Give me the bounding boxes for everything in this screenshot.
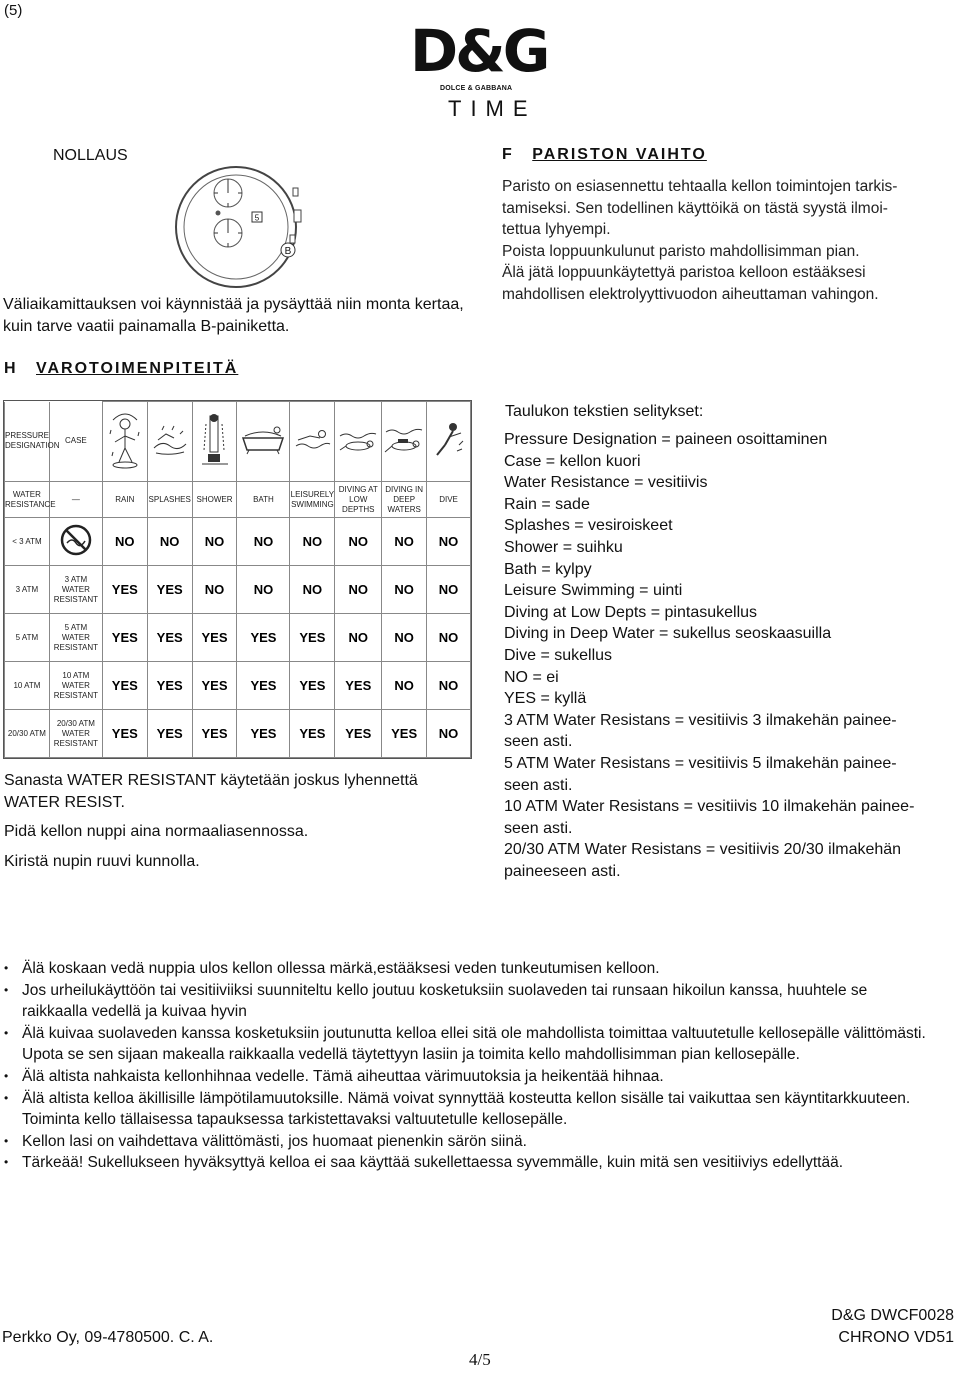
row-value: NO [102,518,147,566]
model-name: CHRONO VD51 [838,1328,954,1346]
nollaus-text: Väliaikamittauksen voi käynnistää ja pysäyttää niin monta kertaa, kuin tarve vaatii painamalla B-painiketta. [3,296,464,335]
row-pressure: < 3 ATM [5,518,50,566]
list-item: • Älä altista nahkaista kellonhihnaa vedelle. Tämä aiheuttaa värimuutoksia ja heikentää hihnaa. [0,1066,955,1088]
row-case: 5 ATM WATER RESISTANT [49,614,102,662]
legend-line: seen asti. [504,733,573,751]
row-case: 3 ATM WATER RESISTANT [49,566,102,614]
table-row [5,566,471,614]
row-value: YES [237,662,290,710]
legend-line: 10 ATM Water Resistans = vesitiivis 10 ilmakehän painee- [504,798,915,816]
header-dive: DIVE [427,482,471,518]
row-pressure: 20/30 ATM [5,710,50,758]
legend-line: Water Resistance = vesitiivis [504,474,708,492]
row-value: YES [147,566,192,614]
splashes-icon [147,402,192,482]
row-value: NO [290,518,335,566]
footer-company: Perkko Oy, 09-4780500. C. A. [2,1329,214,1346]
page-label: (5) [4,2,23,19]
row-value: YES [237,710,290,758]
watch-button-label: B [284,246,292,257]
header-dash: — [49,482,102,518]
legend-line: Dive = sukellus [504,646,613,664]
legend-line: seen asti. [504,776,573,794]
row-value: NO [427,566,471,614]
row-value: NO [237,518,290,566]
header-shower: SHOWER [192,482,237,518]
section-f-body [502,176,957,305]
header-bath: BATH [237,482,290,518]
section-f-line: tettua lyhyempi. [502,221,611,238]
row-value: NO [427,518,471,566]
row-value: NO [382,566,427,614]
row-value: NO [382,662,427,710]
row-value: YES [290,614,335,662]
row-value: NO [237,566,290,614]
row-value: YES [102,710,147,758]
legend-line: Splashes = vesiroiskeet [504,517,673,535]
section-h-heading [4,360,238,378]
row-pressure: 10 ATM [5,662,50,710]
list-item: • Jos urheilukäyttöön tai vesitiiviiksi suunniteltu kello joutuu kosketuksiin suolaveden tai runsaan hikoilun kanssa, huuhtele se raikkaalla vedellä ja kuivaa hyvin [0,980,955,1023]
row-case: 10 ATM WATER RESISTANT [49,662,102,710]
water-resist-note: Sanasta WATER RESISTANT käytetään joskus lyhennettä WATER RESIST. [4,772,418,811]
section-h-letter: H [4,360,18,377]
watch-date-window: 5 [254,213,260,223]
legend-line: 5 ATM Water Resistans = vesitiivis 5 ilmakehän painee- [504,754,897,772]
dg-time-logo [410,17,560,122]
list-item: • Tärkeää! Sukellukseen hyväksyttyä kelloa ei saa käyttää sukellettaessa syvemmälle, kuin mitä sen vesitiiviys edellyttää. [0,1152,955,1174]
header-case: CASE [49,402,102,482]
diving-low-icon [335,402,382,482]
row-pressure: 3 ATM [5,566,50,614]
precautions-list [0,958,955,1174]
row-value: NO [427,710,471,758]
section-f-line: Paristo on esiasennettu tehtaalla kellon toimintojen tarkis- [502,178,898,195]
row-value: YES [192,614,237,662]
row-value: YES [237,614,290,662]
row-value: YES [147,662,192,710]
legend-line: seen asti. [504,819,573,837]
no-water-icon [49,518,102,566]
section-f-letter: F [502,146,514,163]
header-leisurely-swimming: LEISURELY SWIMMING [290,482,335,518]
logo-time: TIME [448,96,537,121]
chronograph-watch-illustration [170,155,315,305]
header-diving-low-depths: DIVING AT LOW DEPTHS [335,482,382,518]
diving-deep-icon [382,402,427,482]
legend-list [504,429,959,882]
water-resistance-table [3,400,472,759]
section-f-line: Poista loppuunkulunut paristo mahdollisimman pian. [502,242,860,260]
row-value: NO [427,614,471,662]
section-h-title: VAROTOIMENPITEITÄ [36,360,239,377]
section-f-line: tamiseksi. Sen todellinen käyttöikä on tästä syystä ilmoi- [502,199,888,217]
list-item: • Älä altista kelloa äkillisille lämpötilamuutoksille. Nämä voivat synnyttää kosteutta kellon sisälle tai vaikuttaa sen käyntitarkkuuteen. Toiminta kello tällaisessa tapauksessa tarkistettavaksi valtuutetulle kellosepälle. [0,1088,955,1131]
legend-title: Taulukon tekstien selitykset: [505,403,704,420]
row-value: YES [147,710,192,758]
row-value: NO [427,662,471,710]
legend-line: Rain = sade [504,495,590,513]
row-value: NO [335,518,382,566]
header-rain: RAIN [102,482,147,518]
model-code: D&G DWCF0028 [831,1307,954,1324]
row-value: NO [335,566,382,614]
legend-line: NO = ei [504,668,559,686]
nollaus-title: NOLLAUS [53,147,128,164]
legend-line: Diving at Low Depts = pintasukellus [504,603,758,621]
legend-line: 3 ATM Water Resistans = vesitiivis 3 ilmakehän painee- [504,711,897,729]
table-row [5,662,471,710]
row-value: YES [192,710,237,758]
list-item: • Älä koskaan vedä nuppia ulos kellon ollessa märkä,estääksesi veden tunkeutumisen kelloon. [0,958,955,980]
row-value: NO [335,614,382,662]
row-value: YES [290,662,335,710]
legend-line: Pressure Designation = paineen osoittaminen [504,431,828,448]
row-value: YES [335,662,382,710]
header-water-resistance: WATER RESISTANCE [5,482,50,518]
row-value: YES [147,614,192,662]
table-row [5,710,471,758]
row-value: YES [102,662,147,710]
row-value: YES [290,710,335,758]
bath-icon [237,402,290,482]
section-f-title: PARISTON VAIHTO [532,146,707,163]
table-row [5,518,471,566]
row-value: NO [382,614,427,662]
row-value: NO [192,518,237,566]
row-value: NO [290,566,335,614]
row-value: YES [335,710,382,758]
section-f-heading [502,146,707,164]
crown-position-note: Pidä kellon nuppi aina normaaliasennossa. [4,823,309,840]
row-value: NO [382,518,427,566]
row-value: YES [192,662,237,710]
row-value: NO [192,566,237,614]
swimming-icon [290,402,335,482]
rain-icon [102,402,147,482]
logo-dg: D&G [410,17,548,85]
legend-line: Bath = kylpy [504,560,592,578]
crown-screw-note: Kiristä nupin ruuvi kunnolla. [4,853,200,870]
list-item: • Älä kuivaa suolaveden kanssa kosketuksiin joutunutta kelloa ellei sitä ole mahdollista toimittaa valtuutetulle kellosepälle välittömästi. Upota se sen sijaan makealla raikkaalla vedellä täytettyyn lasiin ja toimita kello mahdollisimman pian kellosepälle. [0,1023,955,1066]
shower-icon [192,402,237,482]
section-f-line: mahdollisen elektrolyyttivuodon aiheuttaman vahingon. [502,285,879,303]
legend-line: Leisure Swimming = uinti [504,582,683,600]
row-case: 20/30 ATM WATER RESISTANT [49,710,102,758]
list-item: • Kellon lasi on vaihdettava välittömästi, jos huomaat pienenkin särön siinä. [0,1131,955,1153]
page-number: 4/5 [469,1350,491,1369]
legend-line: 20/30 ATM Water Resistans = vesitiivis 20/30 ilmakehän [504,841,902,859]
row-value: YES [382,710,427,758]
row-value: YES [102,566,147,614]
header-pressure-designation: PRESSURE DESIGNATION [5,402,50,482]
row-value: YES [102,614,147,662]
dive-icon [427,402,471,482]
legend-line: Case = kellon kuori [504,452,641,470]
row-value: NO [147,518,192,566]
row-pressure: 5 ATM [5,614,50,662]
logo-subtitle: DOLCE & GABBANA [440,85,513,92]
header-splashes: SPLASHES [147,482,192,518]
section-f-line: Älä jätä loppuunkäytettyä paristoa kelloon estääksesi [502,264,866,281]
legend-line: YES = kyllä [504,690,587,708]
table-row [5,614,471,662]
footer-model [831,1305,954,1348]
legend-line: paineeseen asti. [504,862,621,880]
legend-line: Shower = suihku [504,538,623,556]
legend-line: Diving in Deep Water = sukellus seoskaasuilla [504,625,832,643]
header-diving-deep-waters: DIVING IN DEEP WATERS [382,482,427,518]
